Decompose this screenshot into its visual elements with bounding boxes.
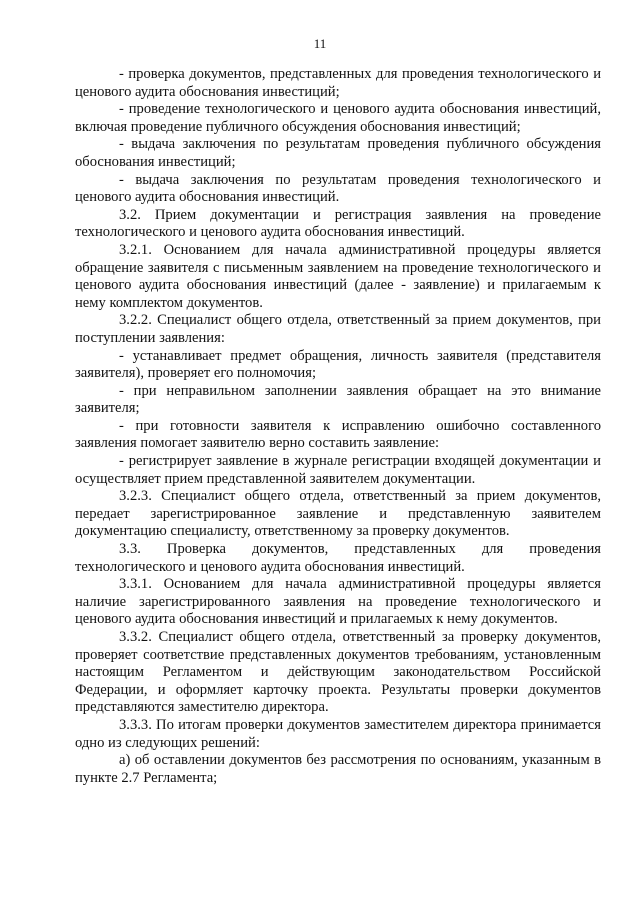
paragraph-3-3: 3.3. Проверка документов, представленных для проведения технологического и ценового аудита обоснования инвестиций. <box>75 541 601 575</box>
paragraph-3-2: 3.2. Прием документации и регистрация заявления на проведение технологического и ценового аудита обоснования инвестиций. <box>75 206 601 241</box>
paragraph-decision-a: а) об оставлении документов без рассмотрения по основаниям, указанным в пункте 2.7 Регламента; <box>75 752 601 786</box>
document-body <box>75 66 601 787</box>
paragraph-incorrect-filling: - при неправильном заполнении заявления обращает на это внимание заявителя; <box>75 382 601 417</box>
paragraph-3-3-3: 3.3.3. По итогам проверки документов заместителем директора принимается одно из следующих решений: <box>75 716 601 751</box>
paragraph-3-2-3: 3.2.3. Специалист общего отдела, ответственный за прием документов, передает зарегистрированное заявление и представленную заявителем документацию специалисту, ответственному за проверку документов. <box>75 488 601 540</box>
paragraph-audit: - проведение технологического и ценового аудита обоснования инвестиций, включая проведение публичного обсуждения обоснования инвестиций; <box>75 101 601 135</box>
paragraph-3-2-1: 3.2.1. Основанием для начала административной процедуры является обращение заявителя с письменным заявлением на проведение технологического и ценового аудита обоснования инвестиций (далее - заявление) и прилагаемым к нему комплектом документов. <box>75 241 601 311</box>
paragraph-help-applicant: - при готовности заявителя к исправлению ошибочно составленного заявления помогает заявителю верно составить заявление: <box>75 417 601 452</box>
paragraph-audit-conclusion: - выдача заключения по результатам проведения технологического и ценового аудита обоснования инвестиций. <box>75 171 601 206</box>
paragraph-docs-check: - проверка документов, представленных для проведения технологического и ценового аудита обоснования инвестиций; <box>75 66 601 100</box>
paragraph-register: - регистрирует заявление в журнале регистрации входящей документации и осуществляет прием представленной заявителем документации. <box>75 453 601 487</box>
paragraph-establish-subject: - устанавливает предмет обращения, личность заявителя (представителя заявителя), проверяет его полномочия; <box>75 347 601 382</box>
paragraph-3-3-1: 3.3.1. Основанием для начала административной процедуры является наличие зарегистрированного заявления на проведение технологического и ценового аудита обоснования инвестиций и прилагаемых к нему документов. <box>75 576 601 628</box>
paragraph-public-conclusion: - выдача заключения по результатам проведения публичного обсуждения обоснования инвестиций; <box>75 136 601 170</box>
paragraph-3-2-2: 3.2.2. Специалист общего отдела, ответственный за прием документов, при поступлении заявления: <box>75 312 601 346</box>
paragraph-3-3-2: 3.3.2. Специалист общего отдела, ответственный за проверку документов, проверяет соответствие представленных документов требованиям, установленным настоящим Регламентом и действующим законодательством Российской Федерации, и оформляет карточку проекта. Результаты проверки документов представляются заместителю директора. <box>75 629 601 716</box>
page-number: 11 <box>313 36 327 51</box>
